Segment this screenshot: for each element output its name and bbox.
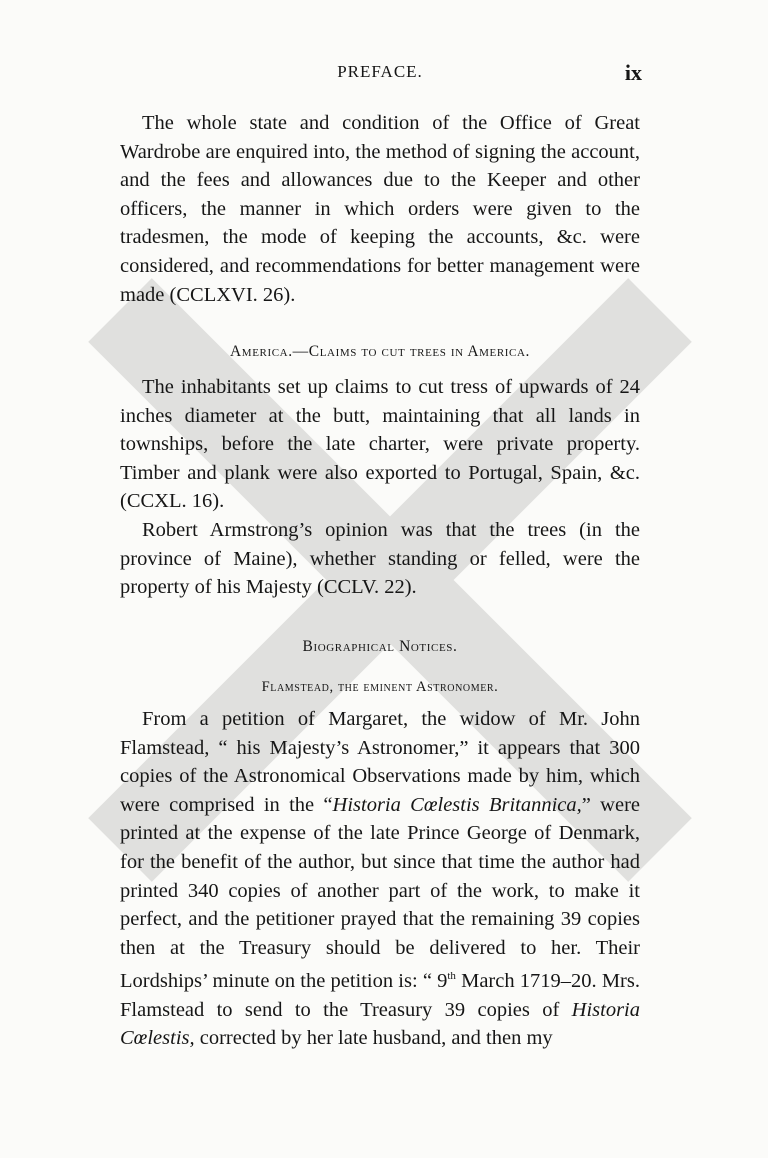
flamstead-text-4: corrected by her late husband, and then my: [194, 1027, 553, 1050]
running-title: PREFACE.: [337, 62, 423, 81]
america-section: [120, 373, 640, 602]
ordinal-suffix: th: [447, 970, 456, 983]
flamstead-subheading: Flamstead, the eminent Astronomer.: [261, 679, 499, 695]
biographical-heading: Biographical Notices.: [302, 638, 458, 655]
america-heading: America.—Claims to cut trees in America.: [230, 343, 530, 360]
running-head: [120, 62, 640, 86]
america-heading-block: [120, 343, 640, 361]
wardrobe-paragraph: The whole state and condition of the Office of Great Wardrobe are enquired into, the method of signing the account, and the fees and allowances due to the Keeper and other officers, the manner in which orders were given to the tradesmen, the mode of keeping the accounts, &c. were considered, and recommendations for better management were made (CCLXVI. 26).: [120, 112, 640, 306]
flamstead-heading-block: [120, 679, 640, 696]
historia-title-2: Historia Cœlestis,: [120, 998, 640, 1050]
flamstead-text-2: ” were printed at the expense of the late Prince George of Denmark, for the benefit of the author, but since that time the author had printed 340 copies of another part of the work, to make it perfect, and the petitioner prayed that the remaining 39 copies then at the Treasury should be delivered to her. Their Lordships’ minute on the petition is: “ 9: [120, 793, 640, 993]
flamstead-paragraph: [120, 705, 640, 1053]
biographical-heading-block: [120, 638, 640, 656]
america-paragraph-1: The inhabitants set up claims to cut tress of upwards of 24 inches diameter at the butt, maintaining that all lands in townships, before the late charter, were private property. Timber and plank were also exported to Portugal, Spain, &c. (CCXL. 16).: [120, 376, 640, 513]
historia-title-1: Historia Cœlestis Britannica,: [332, 793, 582, 816]
flamstead-text-1: From a petition of Margaret, the widow of Mr. John Flamstead, “ his Majesty’s Astronomer,” it appears that 300 copies of the Astronomical Observations made by him, which were comprised in the “: [120, 708, 640, 816]
flamstead-section: [120, 705, 640, 1053]
page-number: ix: [624, 60, 642, 85]
wardrobe-section: [120, 109, 640, 309]
america-paragraph-2: Robert Armstrong’s opinion was that the trees (in the province of Maine), whether standing or felled, were the property of his Majesty (CCLV. 22).: [120, 518, 640, 599]
flamstead-text-3: March 1719–20. Mrs. Flamstead to send to the Treasury 39 copies of: [120, 970, 640, 1021]
